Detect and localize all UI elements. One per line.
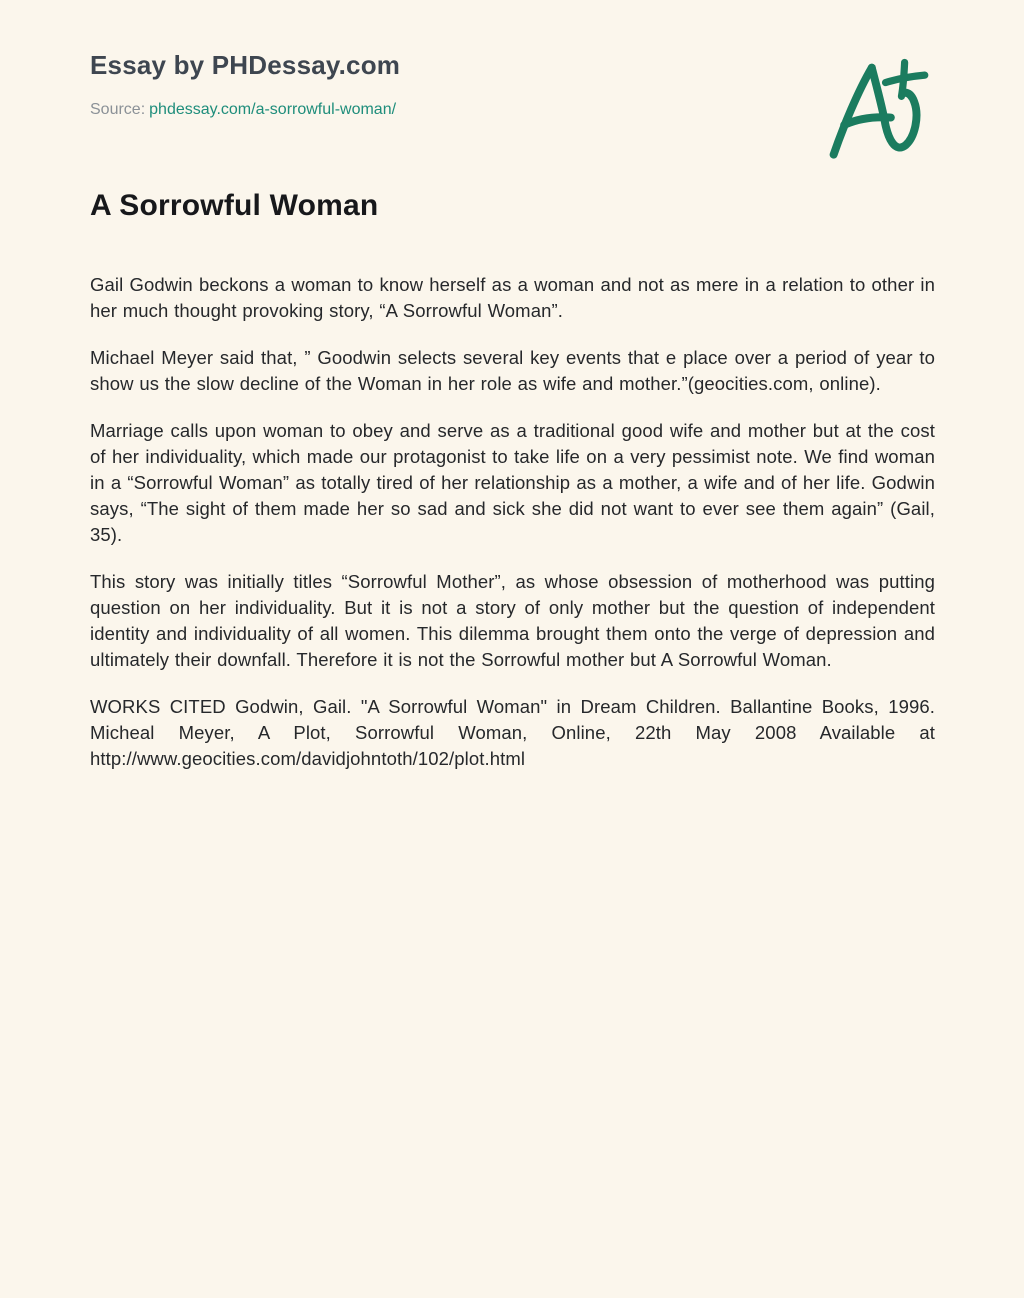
essay-paragraph: Marriage calls upon woman to obey and serve as a traditional good wife and mother but at the cost of her individuality, which made our protagonist to take life on a very pessimist note. We find woman in a “Sorrowful Woman” as totally tired of her relationship as a mother, a wife and of her life. Godwin says, “The sight of them made her so sad and sick she did not want to ever see them again” (Gail, 35).	[90, 420, 935, 545]
phdessay-logo	[823, 54, 929, 162]
source-line	[90, 101, 396, 119]
essay-paragraph: Gail Godwin beckons a woman to know herself as a woman and not as mere in a relation to other in her much thought provoking story, “A Sorrowful Woman”.	[90, 274, 935, 321]
site-header-title: Essay by PHDessay.com	[90, 50, 401, 80]
source-link[interactable]: phdessay.com/a-sorrowful-woman/	[149, 101, 397, 118]
essay-paragraph: Michael Meyer said that, ” Goodwin selects several key events that e place over a period of year to show us the slow decline of the Woman in her role as wife and mother.”(geocities.com, online).	[90, 347, 935, 394]
source-label: Source:	[90, 101, 146, 118]
a-plus-logo-icon	[823, 54, 929, 162]
essay-paragraph-works-cited: WORKS CITED Godwin, Gail. "A Sorrowful Woman" in Dream Children. Ballantine Books, 1996. Micheal Meyer, A Plot, Sorrowful Woman, Online, 22th May 2008 Available at http://www.geocities.com/davidjohntoth/102/plot.html	[90, 696, 935, 769]
essay-body	[90, 272, 935, 793]
essay-paragraph: This story was initially titles “Sorrowful Mother”, as whose obsession of motherhood was putting question on her individuality. But it is not a story of only mother but the question of independent identity and individuality of all women. This dilemma brought them onto the verge of depression and ultimately their downfall. Therefore it is not the Sorrowful mother but A Sorrowful Woman.	[90, 571, 935, 670]
essay-title: A Sorrowful Woman	[90, 189, 379, 222]
